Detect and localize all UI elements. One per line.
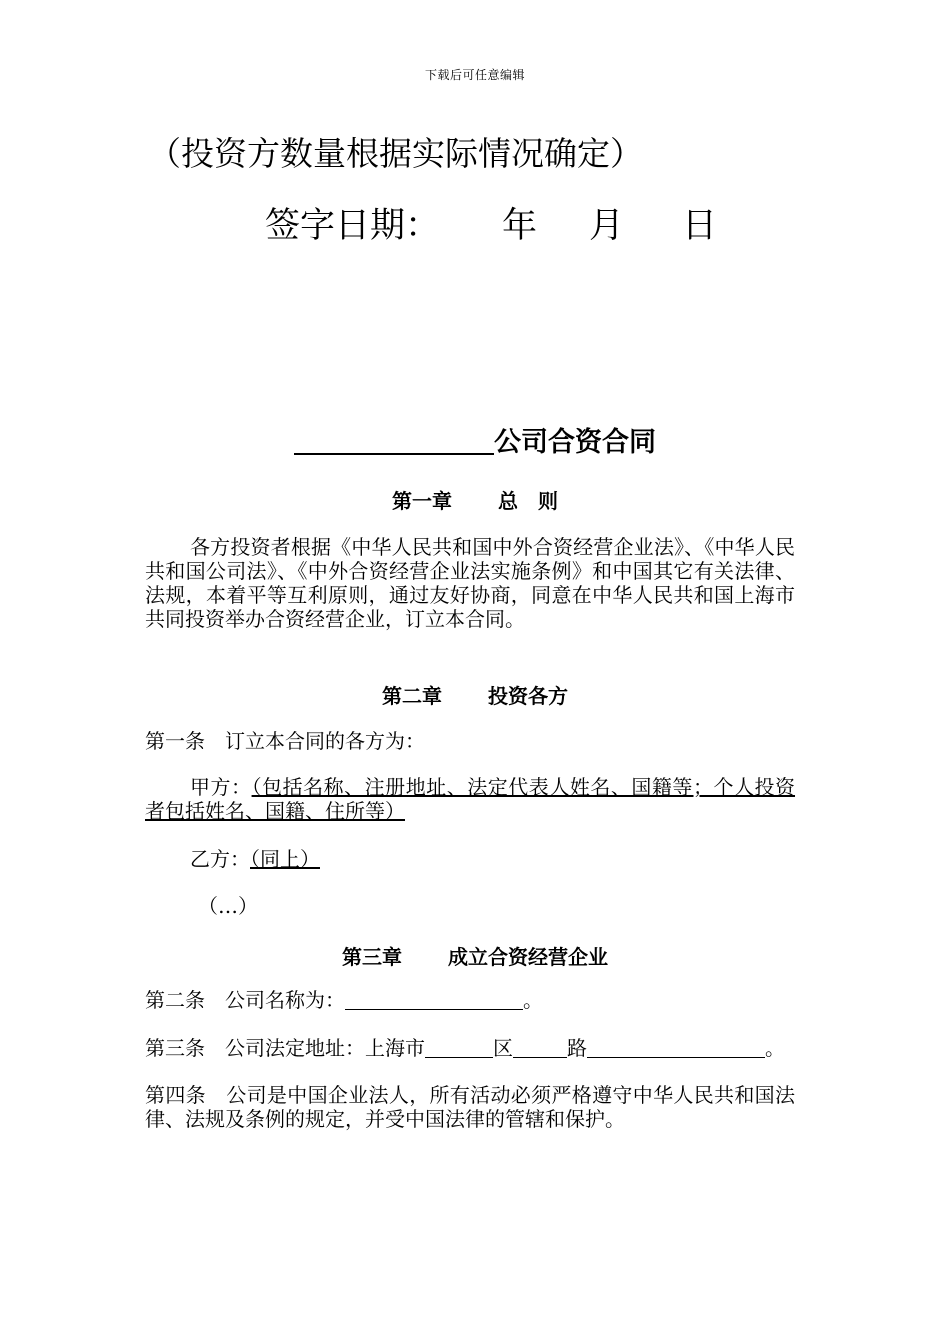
article-2-text: 第二条 公司名称为：	[145, 988, 345, 1012]
address-number-field	[587, 1037, 765, 1058]
contract-title	[0, 420, 950, 459]
chapter-3-heading	[0, 941, 950, 970]
article-4: 第四条 公司是中国企业法人，所有活动必须严格遵守中华人民共和国法律、法规及条例的规定，并受中国法律的管辖和保护。	[145, 1083, 795, 1131]
ellipsis: （…）	[198, 894, 258, 918]
article-3-text: 第三条 公司法定地址：上海市	[145, 1036, 425, 1060]
party-b-text: （同上）	[250, 847, 320, 871]
party-a-text: （包括名称、注册地址、法定代表人姓名、国籍等；个人投资者包括姓名、国籍、住所等）	[145, 775, 796, 823]
chapter-1-paragraph: 各方投资者根据《中华人民共和国中外合资经营企业法》、《中华人民共和国公司法》、《中外合资经营企业法实施条例》和中国其它有关法律、法规，本着平等互利原则，通过友好协商，同意在中华人民共和国上海市共同投资举办合资经营企业，订立本合同。	[145, 535, 795, 631]
article-2	[145, 988, 543, 1012]
article-1: 第一条 订立本合同的各方为：	[145, 729, 425, 753]
chapter-2-heading	[0, 680, 950, 709]
sign-date-label: 签字日期：	[265, 206, 441, 246]
sign-date-month: 月	[589, 206, 625, 246]
contract-title-text: 公司合资合同	[494, 427, 656, 458]
party-a	[145, 775, 795, 823]
header-note: 下载后可任意编辑	[424, 68, 525, 82]
chapter-1-heading	[0, 485, 950, 514]
party-b	[145, 847, 320, 871]
district-field	[425, 1037, 493, 1058]
article-2-end: 。	[523, 988, 543, 1012]
investor-note: （投资方数量根据实际情况确定）	[148, 134, 643, 173]
company-name-field	[345, 989, 523, 1010]
chapter-1-name: 总 则	[498, 489, 558, 513]
article-3	[145, 1036, 785, 1060]
party-a-label: 甲方：	[190, 775, 252, 799]
road-field	[513, 1037, 567, 1058]
article-3-road: 路	[567, 1036, 587, 1060]
article-3-district: 区	[493, 1036, 513, 1060]
sign-date-day: 日	[682, 206, 718, 246]
chapter-1-number: 第一章	[392, 489, 452, 513]
company-name-blank	[294, 427, 494, 455]
chapter-3-number: 第三章	[342, 945, 402, 969]
party-b-label: 乙方：	[190, 847, 250, 871]
chapter-2-number: 第二章	[382, 684, 442, 708]
sign-date-line	[265, 198, 717, 248]
chapter-3-name: 成立合资经营企业	[448, 945, 608, 969]
article-3-end: 。	[765, 1036, 785, 1060]
sign-date-year: 年	[502, 206, 538, 246]
chapter-2-name: 投资各方	[488, 684, 568, 708]
